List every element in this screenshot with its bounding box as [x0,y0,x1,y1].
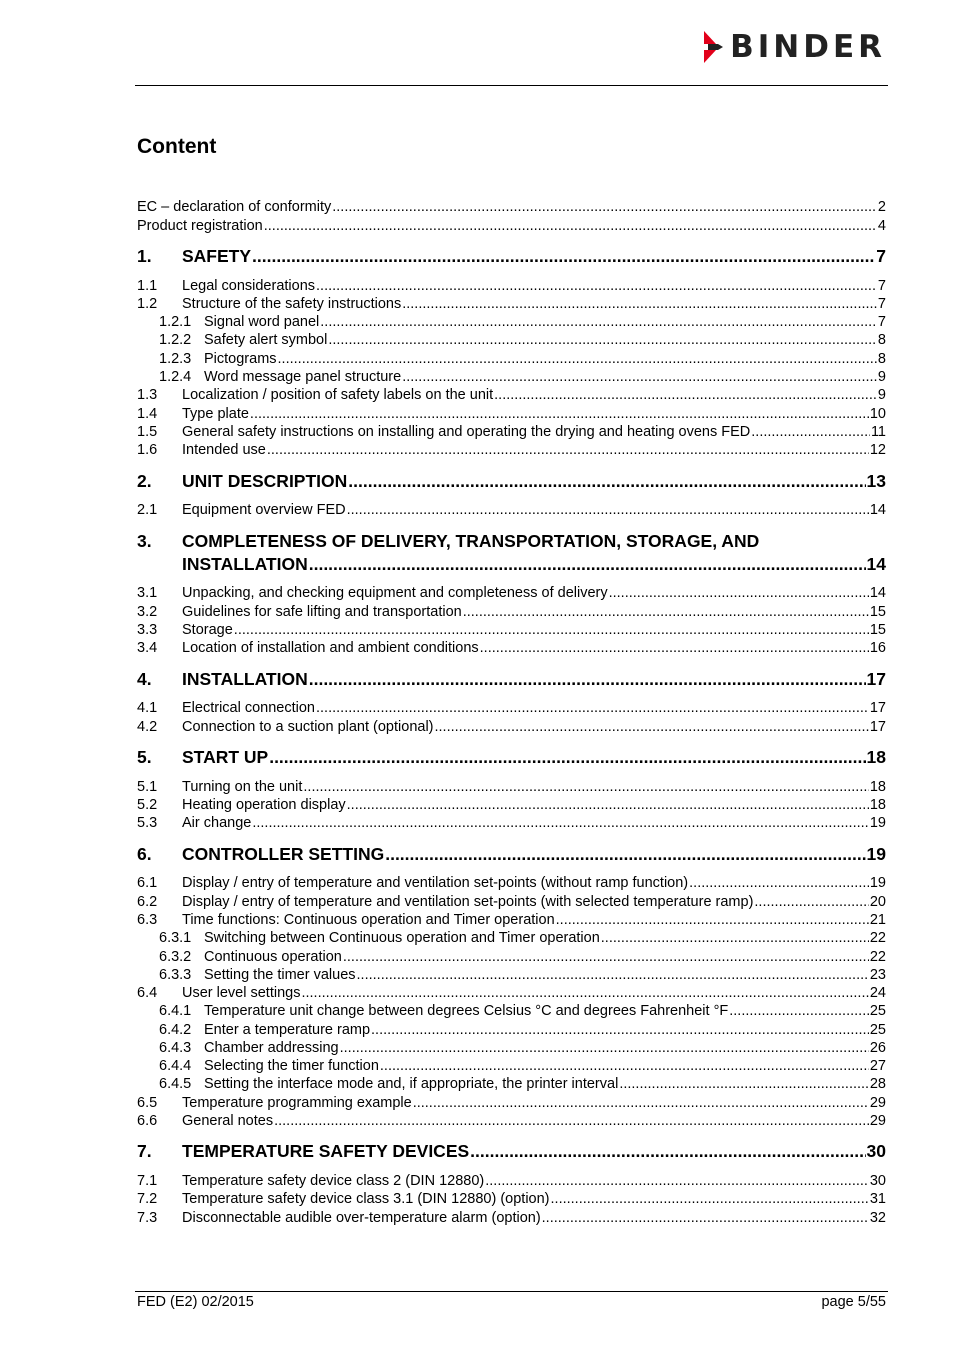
toc-number: 2.1 [137,502,158,518]
toc-label: Temperature programming example [182,1095,412,1111]
toc-page: 9 [877,387,886,403]
toc-page: 13 [866,471,886,491]
toc-label: Heating operation display [182,797,346,813]
toc-number: 6.4.2 [159,1022,192,1038]
toc-label: Chamber addressing [204,1040,339,1056]
toc-label: Pictograms [204,351,277,367]
toc-leader [754,893,868,911]
toc-page: 26 [869,1040,886,1056]
toc-chapter-entry[interactable] [137,245,886,267]
toc-leader [542,1209,869,1227]
toc-number: 6.4.1 [159,1003,192,1019]
toc-entry[interactable] [137,1172,886,1190]
toc-leader [267,441,869,459]
toc-entry[interactable] [137,217,886,235]
toc-leader [303,778,868,796]
toc-chapter-entry[interactable] [137,530,886,574]
toc-number: 6.2 [137,894,158,910]
toc-leader [252,245,875,267]
toc-entry[interactable] [137,313,886,331]
toc-leader [609,584,869,602]
toc-label: Legal considerations [182,278,316,294]
toc-entry[interactable] [137,1075,886,1093]
toc-label-continued: INSTALLATION [182,554,308,574]
toc-label: Intended use [182,442,266,458]
toc-leader [340,1039,869,1057]
toc-leader [463,603,869,621]
toc-label: Type plate [182,406,249,422]
toc-leader [619,1075,869,1093]
toc-label: UNIT DESCRIPTION [182,471,348,491]
toc-leader [551,1190,869,1208]
toc-label: Temperature safety device class 3.1 (DIN 12880) (option) [182,1191,550,1207]
toc-leader [729,1002,869,1020]
toc-label: Setting the timer values [204,967,356,983]
toc-page: 18 [869,779,886,795]
toc-page: 18 [866,747,886,767]
toc-label: Localization / position of safety labels on the unit [182,387,494,403]
toc-page: 11 [870,424,886,440]
toc-number: 6.1 [137,875,158,891]
toc-leader [494,386,877,404]
toc-entry[interactable] [137,966,886,984]
toc-number: 6.4.3 [159,1040,192,1056]
toc-label: Structure of the safety instructions [182,296,402,312]
toc-entry[interactable] [137,893,886,911]
toc-entry[interactable] [137,699,886,717]
toc-entry[interactable] [137,1039,886,1057]
toc-leader [347,501,869,519]
toc-number: 4.2 [137,719,158,735]
toc-chapter-entry[interactable] [137,843,886,865]
footer-page-number: page 5/55 [821,1294,886,1310]
toc-page: 17 [869,700,886,716]
toc-leader [371,1021,869,1039]
toc-page: 2 [877,199,886,215]
toc-label: Product registration [137,218,263,234]
toc-label: Continuous operation [204,949,342,965]
toc-page: 30 [869,1173,886,1189]
toc-label: Unpacking, and checking equipment and completeness of delivery [182,585,608,601]
toc-leader [234,621,869,639]
toc-page: 24 [869,985,886,1001]
toc-number: 6.4.4 [159,1058,192,1074]
toc-number: 1.2 [137,296,158,312]
toc-page: 18 [869,797,886,813]
toc-page: 7 [877,278,886,294]
toc-label: START UP [182,747,269,767]
toc-number: 5.1 [137,779,158,795]
toc-page: 7 [876,246,886,266]
toc-leader [250,405,869,423]
toc-page: 29 [869,1095,886,1111]
toc-label: EC – declaration of conformity [137,199,332,215]
toc-leader [402,368,877,386]
toc-entry[interactable] [137,423,886,441]
toc-page: 29 [869,1113,886,1129]
toc-leader [689,874,869,892]
toc-number: 7.3 [137,1210,158,1226]
toc-entry[interactable] [137,350,886,368]
toc-label: Enter a temperature ramp [204,1022,371,1038]
toc-page: 8 [877,332,886,348]
toc-leader [343,948,869,966]
toc-entry[interactable] [137,331,886,349]
toc-label: Storage [182,622,233,638]
toc-entry[interactable] [137,639,886,657]
toc-page: 16 [869,640,886,656]
toc-page: 20 [869,894,886,910]
toc-leader [309,553,866,575]
toc-label: Location of installation and ambient conditions [182,640,479,656]
toc-entry[interactable] [137,911,886,929]
toc-label: Temperature safety device class 2 (DIN 12880) [182,1173,485,1189]
toc-leader [413,1094,869,1112]
toc-entry[interactable] [137,984,886,1002]
toc-label: TEMPERATURE SAFETY DEVICES [182,1141,470,1161]
toc-number: 6.6 [137,1113,158,1129]
toc-entry[interactable] [137,874,886,892]
toc-leader [348,470,865,492]
toc-label: Air change [182,815,252,831]
toc-page: 14 [866,554,886,574]
toc-entry[interactable] [137,368,886,386]
toc-number: 3. [137,531,152,551]
toc-label: Selecting the timer function [204,1058,379,1074]
toc-label: INSTALLATION [182,669,308,689]
toc-label: Turning on the unit [182,779,303,795]
toc-page: 10 [869,406,886,422]
toc-leader [328,331,877,349]
toc-page: 30 [866,1141,886,1161]
toc-page: 15 [869,604,886,620]
toc-number: 1.2.4 [159,369,192,385]
toc-entry[interactable] [137,1190,886,1208]
brand-logo [702,30,886,64]
toc-number: 7.1 [137,1173,158,1189]
toc-entry[interactable] [137,621,886,639]
toc-label: Signal word panel [204,314,320,330]
toc-page: 7 [877,314,886,330]
toc-number: 6.3.2 [159,949,192,965]
toc-number: 2. [137,471,152,491]
toc-leader [252,814,869,832]
toc-entry[interactable] [137,603,886,621]
toc-number: 1.2.2 [159,332,192,348]
toc-label: Word message panel structure [204,369,402,385]
toc-number: 1.2.3 [159,351,192,367]
toc-number: 7. [137,1141,152,1161]
toc-entry[interactable] [137,814,886,832]
toc-entry[interactable] [137,405,886,423]
toc-number: 1.2.1 [159,314,192,330]
toc-entry[interactable] [137,1094,886,1112]
toc-entry[interactable] [137,501,886,519]
toc-leader [269,746,865,768]
toc-number: 7.2 [137,1191,158,1207]
toc-label: General notes [182,1113,274,1129]
toc-leader [556,911,869,929]
toc-page: 25 [869,1022,886,1038]
toc-leader [357,966,869,984]
toc-leader [470,1140,865,1162]
toc-label: Time functions: Continuous operation and Timer operation [182,912,555,928]
toc-page: 7 [877,296,886,312]
toc-leader [320,313,877,331]
toc-entry[interactable] [137,1112,886,1130]
toc-leader [309,668,866,690]
toc-label: Guidelines for safe lifting and transportation [182,604,462,620]
toc-number: 1.5 [137,424,158,440]
toc-label: COMPLETENESS OF DELIVERY, TRANSPORTATION, STORAGE, AND [182,531,760,551]
toc-entry[interactable] [137,948,886,966]
toc-entry[interactable] [137,295,886,313]
toc-leader [601,929,869,947]
toc-entry[interactable] [137,277,886,295]
toc-label: Connection to a suction plant (optional) [182,719,434,735]
toc-entry[interactable] [137,929,886,947]
toc-leader [316,699,869,717]
toc-number: 1.4 [137,406,158,422]
toc-label: Electrical connection [182,700,315,716]
toc-leader [402,295,877,313]
toc-number: 4.1 [137,700,158,716]
toc-page: 23 [869,967,886,983]
toc-entry[interactable] [137,198,886,216]
toc-page: 19 [866,844,886,864]
toc-label: Safety alert symbol [204,332,328,348]
toc-chapter-entry[interactable] [137,470,886,492]
toc-leader [332,198,877,216]
toc-label: Switching between Continuous operation and Timer operation [204,930,600,946]
toc-entry[interactable] [137,778,886,796]
toc-entry[interactable] [137,1057,886,1075]
toc-number: 1.1 [137,278,158,294]
toc-label: Display / entry of temperature and ventilation set-points (without ramp function) [182,875,689,891]
toc-label: User level settings [182,985,301,1001]
toc-page: 17 [866,669,886,689]
toc-number: 3.1 [137,585,158,601]
page-title: Content [137,135,217,158]
toc-chapter-entry[interactable] [137,668,886,690]
toc-label: General safety instructions on installing and operating the drying and heating ovens FED [182,424,751,440]
toc-page: 27 [869,1058,886,1074]
toc-number: 5. [137,747,152,767]
toc-page: 4 [877,218,886,234]
toc-label: Setting the interface mode and, if appropriate, the printer interval [204,1076,619,1092]
toc-chapter-entry[interactable] [137,746,886,768]
toc-number: 6.4 [137,985,158,1001]
toc-page: 22 [869,930,886,946]
toc-number: 3.3 [137,622,158,638]
toc-leader [264,217,877,235]
toc-leader [301,984,868,1002]
toc-entry[interactable] [137,584,886,602]
toc-entry[interactable] [137,441,886,459]
toc-label: Disconnectable audible over-temperature alarm (option) [182,1210,541,1226]
toc-entry[interactable] [137,718,886,736]
toc-number: 5.3 [137,815,158,831]
toc-label: SAFETY [182,246,252,266]
toc-leader [380,1057,869,1075]
toc-number: 1. [137,246,152,266]
toc-number: 6.3.1 [159,930,192,946]
toc-number: 3.2 [137,604,158,620]
toc-entry[interactable] [137,1209,886,1227]
toc-number: 6. [137,844,152,864]
toc-page: 19 [869,815,886,831]
toc-page: 31 [869,1191,886,1207]
binder-logo-arrow-icon [702,31,724,63]
toc-number: 5.2 [137,797,158,813]
toc-page: 25 [869,1003,886,1019]
toc-page: 32 [869,1210,886,1226]
toc-entry[interactable] [137,1021,886,1039]
toc-leader [274,1112,869,1130]
footer-doc-id: FED (E2) 02/2015 [137,1294,254,1310]
toc-number: 1.3 [137,387,158,403]
toc-entry[interactable] [137,796,886,814]
toc-page: 8 [877,351,886,367]
toc-page: 12 [869,442,886,458]
toc-page: 21 [869,912,886,928]
toc-leader [316,277,877,295]
toc-leader [480,639,869,657]
toc-label: CONTROLLER SETTING [182,844,385,864]
toc-entry[interactable] [137,386,886,404]
brand-name: BINDER [730,29,886,65]
toc-page: 14 [869,502,886,518]
toc-page: 15 [869,622,886,638]
toc-number: 6.4.5 [159,1076,192,1092]
toc-leader [485,1172,869,1190]
toc-leader [435,718,869,736]
toc-number: 6.3.3 [159,967,192,983]
toc-chapter-entry[interactable] [137,1140,886,1162]
toc-page: 28 [869,1076,886,1092]
toc-leader [385,843,865,865]
toc-number: 6.5 [137,1095,158,1111]
toc-number: 4. [137,669,152,689]
toc-number: 3.4 [137,640,158,656]
toc-leader [751,423,870,441]
toc-leader [347,796,869,814]
toc-page: 19 [869,875,886,891]
footer-rule [135,1291,888,1292]
toc-entry[interactable] [137,1002,886,1020]
toc-number: 6.3 [137,912,158,928]
toc-label: Equipment overview FED [182,502,346,518]
toc-page: 14 [869,585,886,601]
toc-label: Display / entry of temperature and ventilation set-points (with selected temperature ramp) [182,894,754,910]
toc-leader [278,350,877,368]
toc-number: 1.6 [137,442,158,458]
toc-page: 9 [877,369,886,385]
toc-label: Temperature unit change between degrees Celsius °C and degrees Fahrenheit °F [204,1003,729,1019]
toc-page: 22 [869,949,886,965]
header-rule [135,85,888,86]
toc-page: 17 [869,719,886,735]
